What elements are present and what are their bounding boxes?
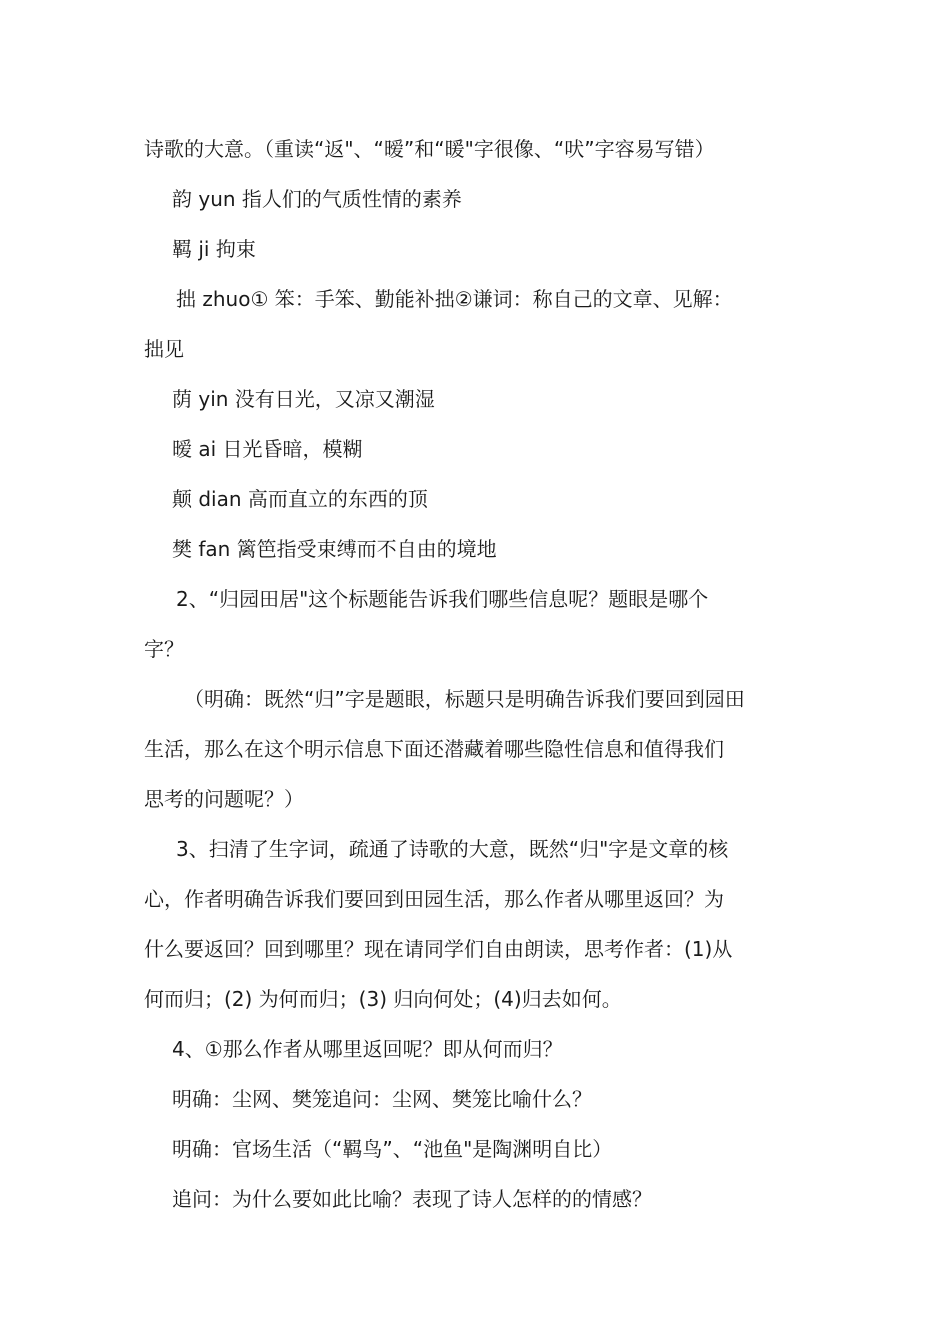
question-2: 2、“归园田居"这个标题能告诉我们哪些信息呢？题眼是哪个 [176, 587, 709, 611]
question-3-line-4: 何而归；(2) 为何而归；(3) 归向何处；(4)归去如何。 [144, 987, 622, 1011]
answer-4-line-1: 明确：尘网、樊笼追问：尘网、樊笼比喻什么？ [172, 1087, 592, 1111]
answer-4-line-2: 明确：官场生活（“羁鸟”、“池鱼"是陶渊明自比） [172, 1137, 613, 1161]
follow-up-question: 追问：为什么要如此比喻？表现了诗人怎样的的情感？ [172, 1187, 652, 1211]
vocab-zhuo: 拙 zhuo① 笨：手笨、勤能补拙②谦词：称自己的文章、见解： [176, 287, 733, 311]
vocab-dian: 颠 dian 高而直立的东西的顶 [172, 487, 428, 511]
answer-2-line-1: （明确：既然“归”字是题眼，标题只是明确告诉我们要回到园田 [184, 687, 745, 711]
question-4: 4、①那么作者从哪里返回呢？即从何而归？ [172, 1037, 563, 1061]
text-line-1: 诗歌的大意。（重读“返"、“暧”和“暖"字很像、“吠”字容易写错） [144, 137, 715, 161]
question-3-line-1: 3、扫清了生字词，疏通了诗歌的大意，既然“归"字是文章的核 [176, 837, 729, 861]
vocab-yun: 韵 yun 指人们的气质性情的素养 [172, 187, 462, 211]
vocab-yin: 荫 yin 没有日光，又凉又潮湿 [172, 387, 435, 411]
question-3-line-3: 什么要返回？回到哪里？现在请同学们自由朗读，思考作者：(1)从 [144, 937, 733, 961]
answer-2-line-3: 思考的问题呢？） [144, 787, 304, 811]
vocab-ai: 暧 ai 日光昏暗，模糊 [172, 437, 363, 461]
vocab-fan: 樊 fan 篱笆指受束缚而不自由的境地 [172, 537, 497, 561]
document-page [144, 124, 809, 1224]
answer-2-line-2: 生活，那么在这个明示信息下面还潜藏着哪些隐性信息和值得我们 [144, 737, 724, 761]
vocab-zhuo-continued: 拙见 [144, 337, 184, 361]
question-2-continued: 字？ [144, 637, 184, 661]
question-3-line-2: 心，作者明确告诉我们要回到田园生活，那么作者从哪里返回？为 [144, 887, 724, 911]
vocab-ji: 羁 ji 拘束 [172, 237, 256, 261]
